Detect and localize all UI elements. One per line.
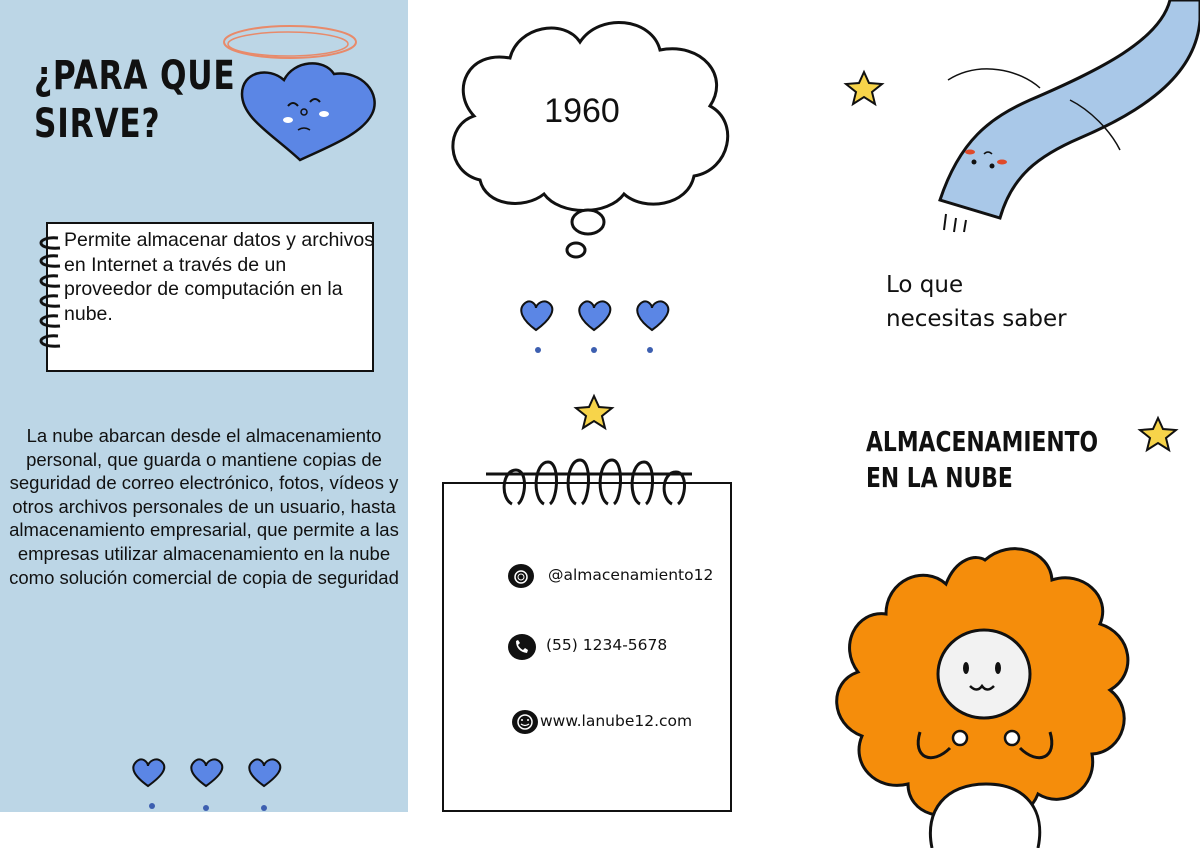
star-icon-title bbox=[1138, 416, 1178, 452]
left-heading-line1: ¿PARA QUE bbox=[34, 53, 236, 99]
main-title-line1: ALMACENAMIENTO bbox=[866, 425, 1099, 458]
card-spiral-icon bbox=[482, 452, 702, 512]
small-hearts-middle-icon bbox=[514, 294, 674, 358]
tagline bbox=[886, 268, 1067, 336]
left-paragraph: La nube abarcan desde el almacenamiento personal, que guarda o mantiene copias de seguridad de correo electrónico, fotos, vídeos y otros archivos personales de un usuario, hasta almacenamiento empresarial, que permite a las empresas utilizar almacenamiento en la nube como solución comercial de copia de seguridad bbox=[9, 425, 399, 588]
thought-cloud-icon bbox=[440, 10, 740, 270]
left-heading bbox=[34, 52, 235, 148]
tagline-line1: Lo que bbox=[886, 272, 964, 298]
main-title bbox=[866, 424, 1098, 496]
phone-icon bbox=[506, 632, 538, 662]
cloud-year: 1960 bbox=[544, 92, 620, 130]
main-title-line2: EN LA NUBE bbox=[866, 461, 1013, 494]
note-text: Permite almacenar datos y archivos en Internet a través de un proveedor de computación en la nube. bbox=[64, 229, 374, 325]
instagram-icon bbox=[506, 562, 536, 590]
blue-arm-character-icon bbox=[920, 0, 1200, 240]
contact-instagram: @almacenamiento12 bbox=[548, 566, 714, 584]
contact-phone: (55) 1234-5678 bbox=[546, 636, 668, 654]
star-icon-top bbox=[844, 70, 884, 106]
orange-flower-character-icon bbox=[820, 540, 1150, 848]
smiley-web-icon bbox=[510, 708, 540, 736]
contact-website: www.lanube12.com bbox=[540, 712, 693, 730]
star-icon-middle bbox=[574, 394, 614, 430]
heart-icon bbox=[212, 14, 392, 174]
tagline-line2: necesitas saber bbox=[886, 306, 1067, 332]
small-hearts-left-icon bbox=[128, 752, 288, 812]
left-heading-line2: SIRVE? bbox=[34, 101, 161, 147]
